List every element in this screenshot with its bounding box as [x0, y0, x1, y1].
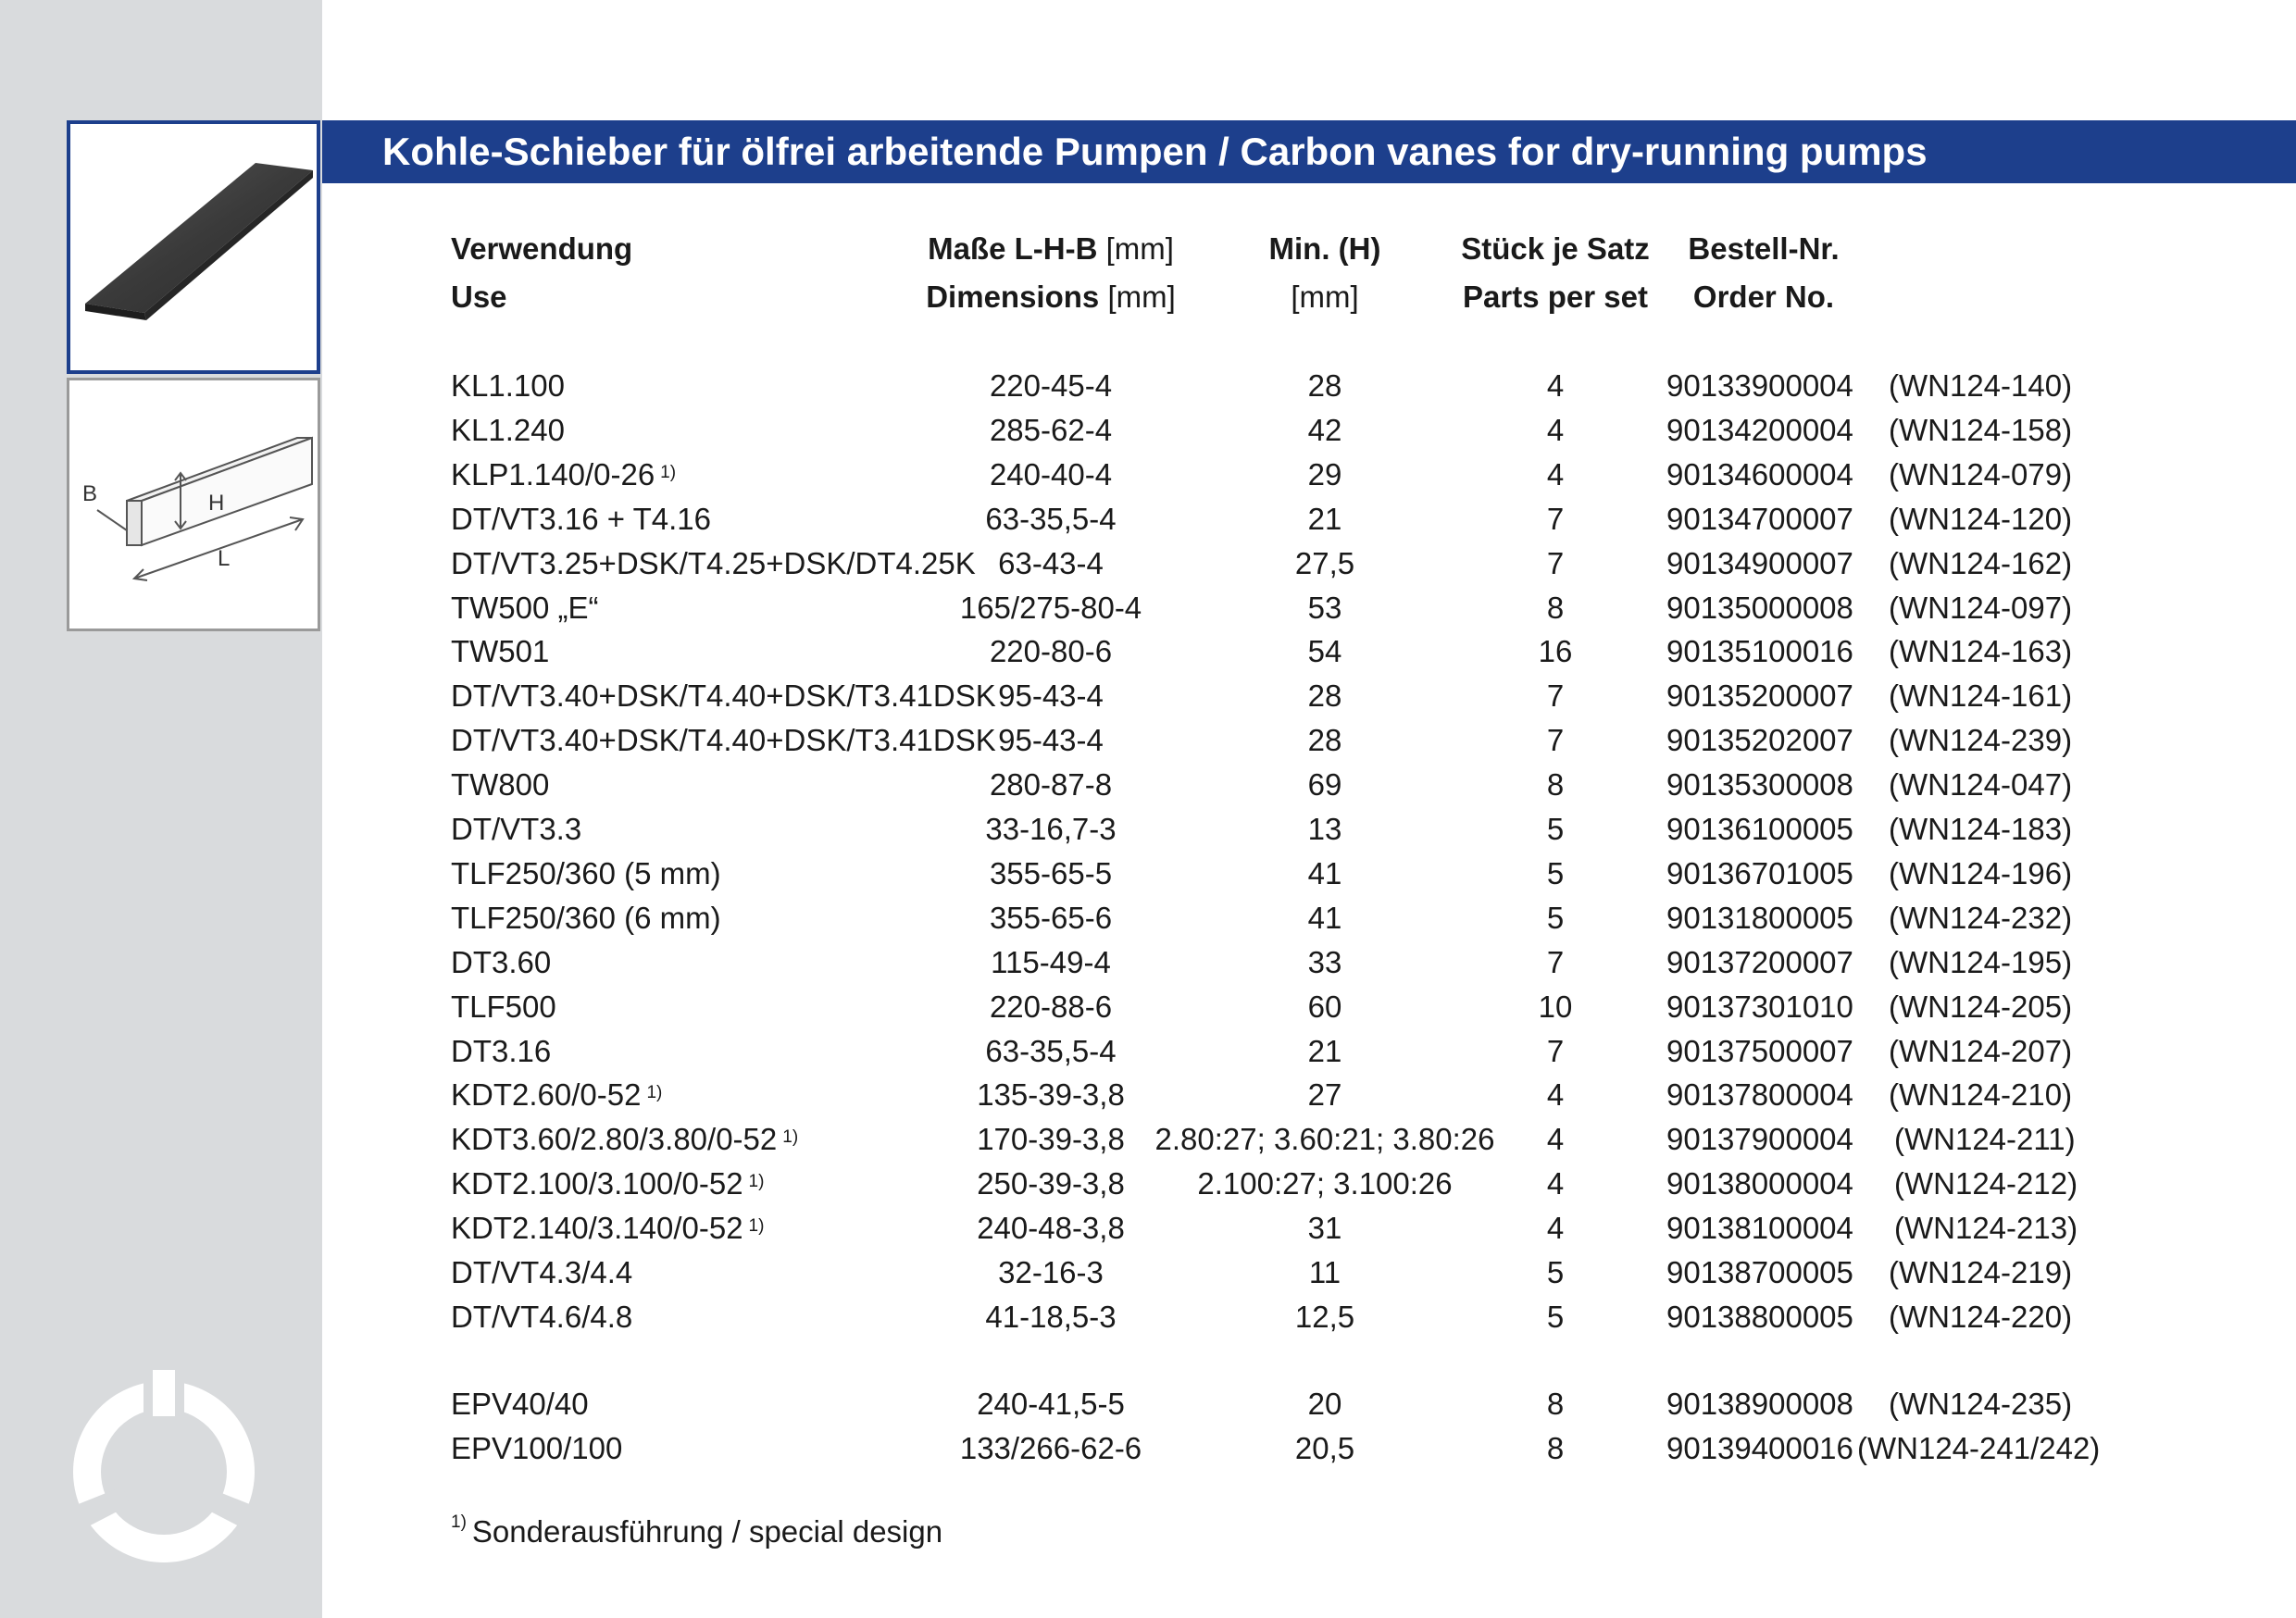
cell-min: 27,5	[1294, 545, 1355, 580]
cell-use	[451, 456, 676, 493]
cell-dim: 135-39-3,8	[977, 1077, 1125, 1113]
cell-dim: 285-62-4	[989, 412, 1113, 447]
header-order-en: Order No.	[1692, 280, 1835, 314]
cell-order: 90138000004	[1666, 1166, 1853, 1201]
cell-qty: 7	[1546, 1033, 1565, 1068]
cell-order: 90134700007	[1666, 501, 1853, 536]
cell-order: 90137800004	[1666, 1077, 1853, 1113]
header-dim-en-unit: [mm]	[1107, 280, 1176, 314]
diagram-label-b: B	[82, 481, 98, 506]
header-qty-en: Parts per set	[1463, 280, 1648, 314]
use-label: KDT2.60/0-52	[451, 1077, 642, 1113]
use-label: KDT2.140/3.140/0-52	[451, 1211, 743, 1246]
cell-use	[451, 1121, 798, 1158]
footnote-marker: 1)	[451, 1512, 467, 1532]
cell-min: 20,5	[1294, 1431, 1355, 1465]
cell-wn: (WN124-207)	[1889, 1033, 2073, 1068]
cell-dim: 165/275-80-4	[959, 590, 1142, 625]
cell-min: 54	[1307, 634, 1342, 669]
cell-wn: (WN124-213)	[1894, 1211, 2078, 1246]
use-label: KLP1.140/0-26	[451, 456, 655, 492]
cell-min: 12,5	[1294, 1299, 1355, 1334]
cell-order: 90139400016	[1666, 1431, 1853, 1465]
diagram-label-h: H	[208, 491, 225, 516]
cell-use: EPV40/40	[451, 1387, 589, 1421]
cell-wn: (WN124-219)	[1889, 1255, 2073, 1289]
cell-min: 21	[1307, 1033, 1342, 1068]
cell-min: 11	[1308, 1255, 1341, 1289]
cell-qty: 4	[1546, 412, 1565, 447]
cell-order: 90135100016	[1666, 634, 1853, 669]
cell-qty: 5	[1546, 1255, 1565, 1289]
cell-use: DT/VT3.25+DSK/T4.25+DSK/DT4.25K	[451, 545, 976, 580]
cell-use: KL1.240	[451, 412, 565, 447]
vane-dimension-diagram	[67, 378, 320, 631]
header-dim-en-label: Dimensions	[926, 280, 1100, 314]
cell-dim: 240-40-4	[989, 456, 1113, 492]
use-label: KDT3.60/2.80/3.80/0-52	[451, 1122, 778, 1157]
footnote-reference: 1)	[660, 462, 677, 482]
cell-min: 21	[1307, 501, 1342, 536]
cell-min: 20	[1307, 1387, 1342, 1421]
cell-qty: 7	[1546, 723, 1565, 758]
header-dim-de-label: Maße L-H-B	[928, 231, 1098, 266]
cell-min: 28	[1307, 678, 1342, 714]
footnote	[451, 1514, 942, 1550]
cell-dim: 170-39-3,8	[977, 1122, 1125, 1157]
cell-use	[451, 1210, 764, 1247]
cell-dim: 95-43-4	[998, 678, 1104, 714]
cell-qty: 7	[1546, 501, 1565, 536]
diagram-label-l: L	[218, 546, 231, 571]
cell-qty: 4	[1546, 1077, 1565, 1113]
cell-dim: 33-16,7-3	[985, 812, 1117, 846]
cell-min: 41	[1307, 900, 1342, 935]
cell-qty: 5	[1546, 1299, 1565, 1334]
cell-dim: 133/266-62-6	[959, 1431, 1142, 1465]
cell-qty: 7	[1546, 545, 1565, 580]
cell-order: 90134200004	[1666, 412, 1853, 447]
cell-wn: (WN124-183)	[1889, 812, 2073, 846]
cell-min: 53	[1307, 590, 1342, 625]
cell-wn: (WN124-162)	[1889, 545, 2073, 580]
cell-min: 2.80:27; 3.60:21; 3.80:26	[1154, 1122, 1495, 1157]
cell-wn: (WN124-195)	[1889, 944, 2073, 979]
cell-dim: 250-39-3,8	[977, 1166, 1125, 1201]
cell-use	[451, 1165, 764, 1202]
cell-use: DT/VT3.40+DSK/T4.40+DSK/T3.41DSK	[451, 723, 996, 758]
cell-order: 90135200007	[1666, 678, 1853, 714]
cell-use: TLF250/360 (5 mm)	[451, 855, 721, 890]
cell-use: DT/VT4.3/4.4	[451, 1255, 633, 1289]
cell-qty: 8	[1546, 767, 1565, 803]
cell-wn: (WN124-163)	[1889, 634, 2073, 669]
cell-order: 90134900007	[1666, 545, 1853, 580]
cell-min: 41	[1307, 855, 1342, 890]
cell-wn: (WN124-232)	[1889, 900, 2073, 935]
cell-order: 90133900004	[1666, 368, 1853, 403]
footnote-reference: 1)	[748, 1172, 765, 1192]
header-dimensions-en	[926, 280, 1176, 315]
cell-qty: 4	[1546, 1211, 1565, 1246]
cell-qty: 4	[1546, 1166, 1565, 1201]
cell-use: TW800	[451, 767, 550, 803]
cell-order: 90138800005	[1666, 1299, 1853, 1334]
cell-use: DT3.60	[451, 944, 552, 979]
cell-use: TLF250/360 (6 mm)	[451, 900, 721, 935]
cell-wn: (WN124-220)	[1889, 1299, 2073, 1334]
cell-min: 28	[1307, 723, 1342, 758]
header-dimensions-de	[928, 231, 1174, 267]
cell-wn: (WN124-097)	[1889, 590, 2073, 625]
footnote-reference: 1)	[782, 1127, 799, 1148]
cell-min: 27	[1307, 1077, 1342, 1113]
cell-order: 90137900004	[1666, 1122, 1853, 1157]
cell-use: TW501	[451, 634, 550, 669]
cell-dim: 280-87-8	[989, 767, 1113, 803]
cell-use: DT3.16	[451, 1033, 552, 1068]
cell-order: 90137500007	[1666, 1033, 1853, 1068]
cell-use: EPV100/100	[451, 1431, 623, 1465]
cell-wn: (WN124-205)	[1889, 989, 2073, 1024]
header-dim-de-unit: [mm]	[1105, 231, 1174, 266]
cell-order: 90134600004	[1666, 456, 1853, 492]
cell-order: 90136701005	[1666, 855, 1853, 890]
cell-wn: (WN124-235)	[1889, 1387, 2073, 1421]
cell-order: 90137301010	[1666, 989, 1853, 1024]
cell-qty: 10	[1538, 989, 1573, 1024]
cell-order: 90135000008	[1666, 590, 1853, 625]
cell-qty: 5	[1546, 812, 1565, 846]
cell-qty: 4	[1546, 368, 1565, 403]
cell-qty: 5	[1546, 900, 1565, 935]
cell-min: 42	[1307, 412, 1342, 447]
header-use-en: Use	[451, 280, 507, 314]
cell-wn: (WN124-140)	[1889, 368, 2073, 403]
cell-dim: 32-16-3	[998, 1255, 1104, 1289]
cell-use: KL1.100	[451, 368, 565, 403]
cell-dim: 220-80-6	[989, 634, 1113, 669]
carbon-vane-photo	[67, 120, 320, 374]
cell-min: 13	[1307, 812, 1342, 846]
cell-qty: 4	[1546, 1122, 1565, 1157]
cell-min: 2.100:27; 3.100:26	[1197, 1166, 1453, 1201]
company-logo	[57, 1361, 270, 1574]
cell-order: 90138100004	[1666, 1211, 1853, 1246]
cell-dim: 355-65-5	[989, 855, 1113, 890]
cell-qty: 8	[1546, 1387, 1565, 1421]
cell-qty: 7	[1546, 944, 1565, 979]
cell-order: 90136100005	[1666, 812, 1853, 846]
cell-order: 90138900008	[1666, 1387, 1853, 1421]
cell-use	[451, 1077, 662, 1114]
cell-qty: 4	[1546, 456, 1565, 492]
cell-wn: (WN124-079)	[1889, 456, 2073, 492]
use-label: KDT2.100/3.100/0-52	[451, 1166, 743, 1201]
page-title: Kohle-Schieber für ölfrei arbeitende Pumpen / Carbon vanes for dry-running pumps	[382, 130, 1928, 173]
cell-dim: 95-43-4	[998, 723, 1104, 758]
cell-use: DT/VT3.3	[451, 812, 582, 846]
footnote-reference: 1)	[646, 1083, 663, 1103]
cell-wn: (WN124-158)	[1889, 412, 2073, 447]
cell-order: 90135300008	[1666, 767, 1853, 803]
cell-qty: 5	[1546, 855, 1565, 890]
cell-wn: (WN124-120)	[1889, 501, 2073, 536]
header-min-de: Min. (H)	[1268, 231, 1381, 266]
cell-order: 90137200007	[1666, 944, 1853, 979]
cell-wn: (WN124-211)	[1894, 1122, 2076, 1157]
cell-dim: 240-41,5-5	[977, 1387, 1125, 1421]
cell-order: 90131800005	[1666, 900, 1853, 935]
cell-qty: 16	[1538, 634, 1573, 669]
cell-wn: (WN124-212)	[1894, 1166, 2078, 1201]
cell-dim: 220-88-6	[989, 989, 1113, 1024]
cell-wn: (WN124-241/242)	[1857, 1431, 2101, 1465]
header-use-de: Verwendung	[451, 231, 633, 266]
cell-wn: (WN124-047)	[1889, 767, 2073, 803]
footnote-text: Sonderausführung / special design	[471, 1514, 943, 1549]
cell-min: 29	[1307, 456, 1342, 492]
cell-dim: 63-43-4	[998, 545, 1104, 580]
cell-use: DT/VT3.40+DSK/T4.40+DSK/T3.41DSK	[451, 678, 996, 714]
cell-use: DT/VT3.16 + T4.16	[451, 501, 711, 536]
cell-dim: 63-35,5-4	[985, 501, 1117, 536]
cell-dim: 355-65-6	[989, 900, 1113, 935]
cell-dim: 63-35,5-4	[985, 1033, 1117, 1068]
cell-wn: (WN124-239)	[1889, 723, 2073, 758]
cell-min: 31	[1307, 1211, 1342, 1246]
cell-min: 60	[1307, 989, 1342, 1024]
cell-dim: 220-45-4	[989, 368, 1113, 403]
cell-qty: 8	[1546, 590, 1565, 625]
cell-min: 69	[1307, 767, 1342, 803]
header-order-de: Bestell-Nr.	[1688, 231, 1840, 266]
cell-wn: (WN124-210)	[1889, 1077, 2073, 1113]
cell-qty: 8	[1546, 1431, 1565, 1465]
footnote-reference: 1)	[748, 1216, 765, 1237]
cell-use: TW500 „E“	[451, 590, 599, 625]
cell-dim: 115-49-4	[991, 944, 1111, 979]
cell-order: 90138700005	[1666, 1255, 1853, 1289]
cell-qty: 7	[1546, 678, 1565, 714]
cell-dim: 41-18,5-3	[985, 1299, 1117, 1334]
cell-wn: (WN124-161)	[1889, 678, 2073, 714]
cell-dim: 240-48-3,8	[977, 1211, 1125, 1246]
cell-min: 33	[1307, 944, 1342, 979]
header-min-en: [mm]	[1291, 280, 1359, 314]
cell-use: TLF500	[451, 989, 556, 1024]
cell-order: 90135202007	[1666, 723, 1853, 758]
cell-use: DT/VT4.6/4.8	[451, 1299, 633, 1334]
header-qty-de: Stück je Satz	[1461, 231, 1650, 266]
cell-wn: (WN124-196)	[1889, 855, 2073, 890]
cell-min: 28	[1307, 368, 1342, 403]
